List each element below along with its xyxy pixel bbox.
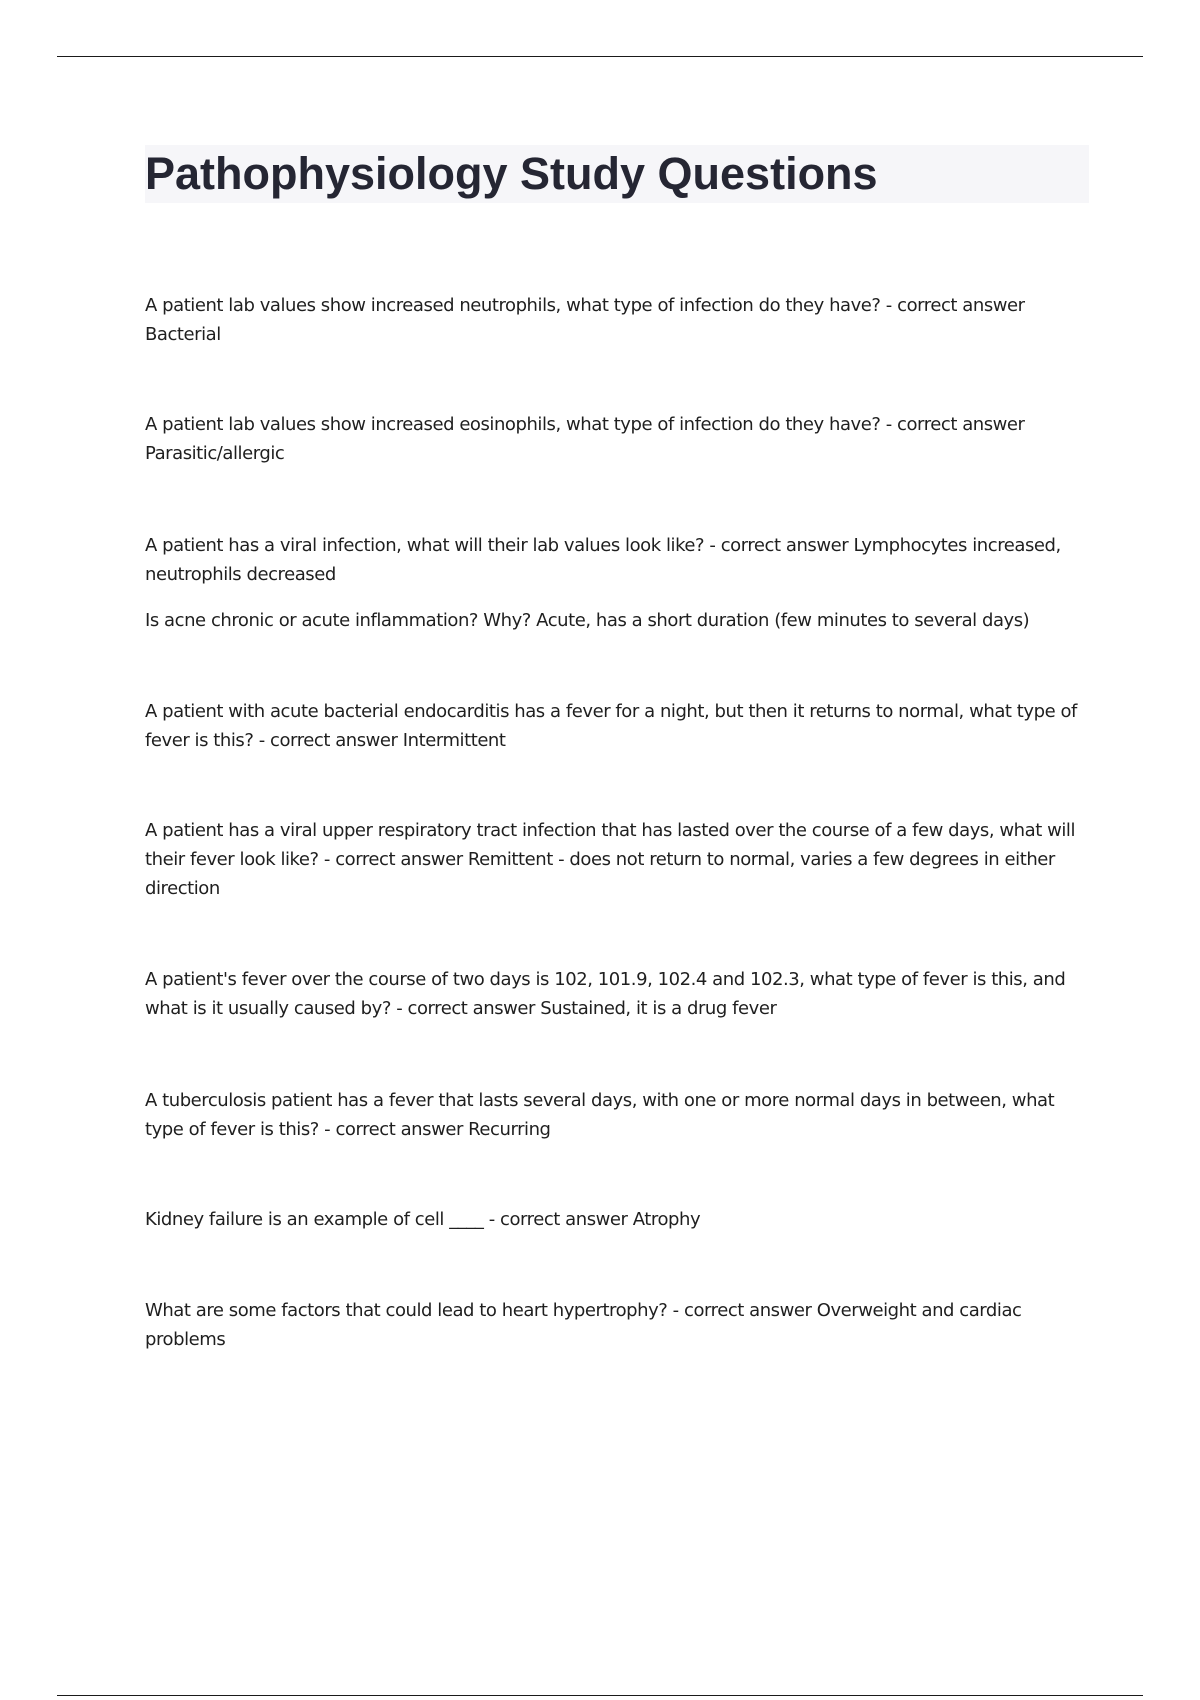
qa-item-2: A patient lab values show increased eosinophils, what type of infection do they have? - correct answer Parasitic/allergic — [145, 414, 1025, 464]
qa-item-4: Is acne chronic or acute inflammation? Why? Acute, has a short duration (few minutes to several days) — [145, 610, 1030, 631]
qa-item-7: A patient's fever over the course of two days is 102, 101.9, 102.4 and 102.3, what type of fever is this, and what is it usually caused by? - correct answer Sustained, it is a drug fever — [145, 969, 1066, 1019]
qa-item-10: What are some factors that could lead to heart hypertrophy? - correct answer Overweight and cardiac problems — [145, 1300, 1022, 1350]
qa-item-8: A tuberculosis patient has a fever that lasts several days, with one or more normal days in between, what type of fever is this? - correct answer Recurring — [145, 1090, 1055, 1140]
qa-item-9: Kidney failure is an example of cell ____ - correct answer Atrophy — [145, 1209, 701, 1230]
qa-item-3: A patient has a viral infection, what will their lab values look like? - correct answer Lymphocytes increased, neutrophils decreased — [145, 535, 1061, 585]
footer-rule — [57, 1695, 1143, 1696]
header-rule — [57, 56, 1143, 57]
qa-item-6: A patient has a viral upper respiratory tract infection that has lasted over the course of a few days, what will their fever look like? - correct answer Remittent - does not return to normal, varies a few degrees in either direction — [145, 820, 1075, 899]
qa-item-5: A patient with acute bacterial endocarditis has a fever for a night, but then it returns to normal, what type of fever is this? - correct answer Intermittent — [145, 701, 1077, 751]
qa-item-1: A patient lab values show increased neutrophils, what type of infection do they have? - correct answer Bacterial — [145, 295, 1025, 345]
page-title: Pathophysiology Study Questions — [145, 148, 878, 199]
